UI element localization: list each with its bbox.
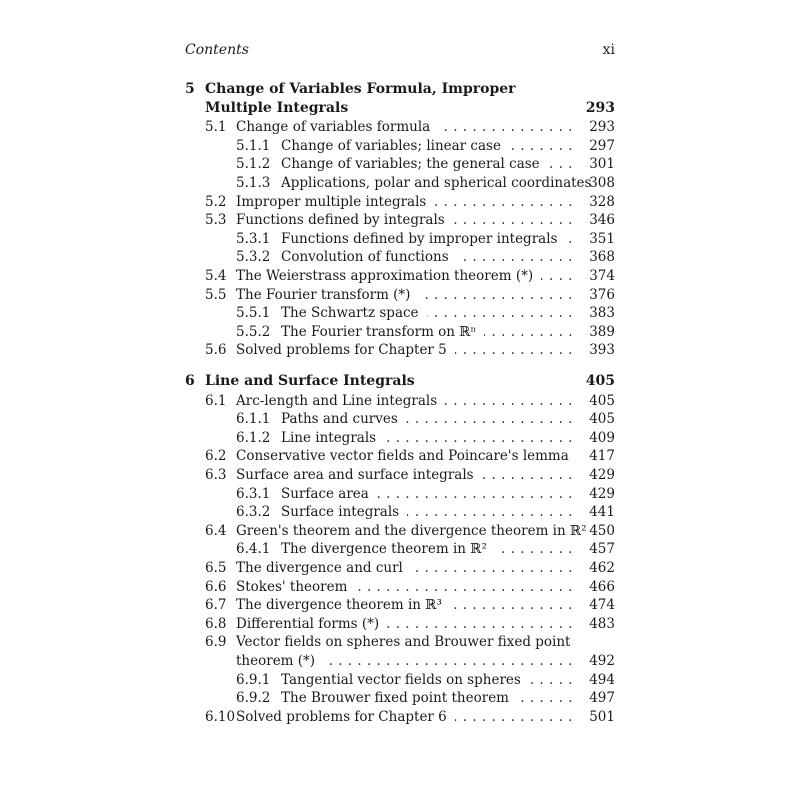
entry-page-number: 308: [589, 175, 615, 191]
entry-page-number: 383: [589, 305, 615, 322]
subsection-entry[interactable]: [185, 173, 615, 193]
entry-number: 6.7: [205, 597, 227, 614]
dot-leader: [509, 136, 573, 156]
entry-title: Differential forms (*): [236, 615, 380, 632]
entry-page-number: 492: [589, 653, 615, 669]
entry-number: 5.6: [205, 342, 227, 359]
dot-leader: [450, 595, 573, 615]
dot-leader: [482, 465, 573, 485]
section-entry[interactable]: [185, 614, 615, 634]
subsection-entry[interactable]: [185, 502, 615, 522]
entry-number: 5.4: [205, 268, 227, 284]
entry-page-number: 293: [589, 119, 615, 136]
entry-title: Functions defined by improper integrals: [281, 230, 558, 247]
entry-title: The Fourier transform on ℝⁿ: [281, 323, 477, 340]
entry-page-number: 497: [589, 690, 615, 707]
entry-number: 6.9.2: [236, 690, 271, 707]
entry-page-number: 494: [589, 671, 615, 688]
entry-number: 6.2: [205, 448, 227, 465]
dot-leader: [406, 409, 573, 429]
section-entry[interactable]: [185, 285, 615, 305]
entry-title: Surface integrals: [281, 504, 400, 521]
dot-leader: [384, 428, 573, 448]
entry-title: Convolution of functions: [281, 249, 449, 266]
entry-title: The Weierstrass approximation theorem (*): [236, 268, 534, 284]
subsection-entry[interactable]: [185, 539, 615, 559]
entry-number: 6.1: [205, 392, 227, 409]
entry-page-number: 389: [589, 323, 615, 340]
entry-title: theorem (*): [236, 653, 316, 669]
dot-leader: [387, 614, 573, 634]
entry-page-number: 405: [589, 392, 615, 409]
entry-number: 6.4.1: [236, 541, 271, 558]
entry-title: Change of variables; linear case: [281, 137, 501, 154]
entry-number: 6.9.1: [236, 671, 271, 688]
dot-leader: [445, 391, 573, 411]
entry-page-number: 409: [589, 429, 615, 446]
subsection-entry[interactable]: [185, 409, 615, 429]
dot-leader: [355, 577, 573, 597]
entry-number: 5.3: [205, 212, 227, 229]
section-entry[interactable]: [185, 266, 615, 286]
section-entry[interactable]: [185, 117, 615, 137]
entry-number: 6.10: [205, 708, 236, 725]
dot-leader: [418, 285, 573, 305]
entry-number: 5.5: [205, 286, 227, 303]
entry-title: Stokes' theorem: [236, 578, 348, 595]
entry-number: 6.5: [205, 560, 227, 576]
entry-page-number: 457: [589, 541, 615, 558]
entry-title: Paths and curves: [281, 411, 398, 428]
section-entry[interactable]: [185, 340, 615, 360]
entry-page-number: 405: [585, 373, 615, 389]
entry-page-number: 393: [589, 342, 615, 359]
entry-number: 6.3: [205, 467, 227, 483]
dot-leader: [455, 340, 573, 360]
chapter-entry[interactable]: [185, 371, 615, 391]
entry-page-number: 297: [589, 137, 615, 154]
entry-page-number: 462: [589, 560, 615, 576]
entry-number: 5.5.1: [236, 305, 271, 322]
entry-number: 5.1: [205, 119, 227, 136]
entry-number: 6.9: [205, 634, 227, 651]
dot-leader: [517, 688, 573, 708]
section-entry[interactable]: [185, 558, 615, 578]
entry-title: Change of Variables Formula, Improper: [205, 81, 516, 97]
entry-title: Change of variables formula: [236, 119, 431, 136]
entry-page-number: 474: [589, 597, 615, 614]
subsection-entry[interactable]: [185, 484, 615, 504]
entry-title: The divergence theorem in ℝ²: [281, 541, 487, 558]
section-entry[interactable]: [185, 521, 615, 541]
entry-page-number: 417: [589, 448, 615, 465]
subsection-entry[interactable]: [185, 688, 615, 708]
section-entry[interactable]: [185, 651, 615, 671]
entry-title: Line and Surface Integrals: [205, 373, 415, 389]
entry-number: 6.3.1: [236, 485, 271, 502]
entry-title: Arc-length and Line integrals: [236, 392, 438, 409]
dot-leader: [453, 210, 573, 230]
dot-leader: [529, 670, 573, 690]
entry-page-number: 301: [589, 156, 615, 173]
entry-title: Multiple Integrals: [205, 99, 349, 116]
entry-page-number: 405: [589, 411, 615, 428]
subsection-entry[interactable]: [185, 428, 615, 448]
dot-leader: [495, 539, 573, 559]
subsection-entry[interactable]: [185, 670, 615, 690]
section-entry[interactable]: [185, 465, 615, 485]
entry-title: Conservative vector fields and Poincare's lemma: [236, 448, 569, 465]
entry-page-number: 429: [589, 467, 615, 483]
entry-page-number: 501: [589, 708, 615, 725]
section-entry[interactable]: [185, 632, 615, 652]
section-entry[interactable]: [185, 192, 615, 212]
entry-number: 6.4: [205, 522, 227, 539]
entry-title: Solved problems for Chapter 5: [236, 342, 447, 359]
entry-title: The Schwartz space: [281, 305, 419, 322]
entry-title: Surface area and surface integrals: [236, 467, 474, 483]
entry-page-number: 328: [589, 193, 615, 210]
entry-title: Line integrals: [281, 429, 377, 446]
entry-page-number: 346: [589, 212, 615, 229]
entry-page-number: 429: [589, 485, 615, 502]
entry-page-number: 368: [589, 249, 615, 266]
chapter-entry[interactable]: [185, 79, 615, 99]
entry-number: 5.1.2: [236, 156, 271, 173]
entry-number: 6.3.2: [236, 504, 271, 521]
subsection-entry[interactable]: [185, 136, 615, 156]
entry-number: 5.1.3: [236, 175, 271, 191]
entry-page-number: 376: [589, 286, 615, 303]
entry-title: The divergence theorem in ℝ³: [236, 597, 442, 614]
section-entry[interactable]: [185, 391, 615, 411]
dot-leader: [457, 247, 573, 267]
dot-leader: [484, 322, 573, 342]
entry-number: 6.1.2: [236, 429, 271, 446]
entry-number: 6.6: [205, 578, 227, 595]
entry-number: 5: [185, 81, 195, 97]
dot-leader: [411, 558, 573, 578]
entry-number: 6: [185, 373, 195, 389]
dot-leader: [548, 154, 573, 174]
entry-title: Green's theorem and the divergence theorem in ℝ²: [236, 522, 587, 539]
entry-number: 5.1.1: [236, 137, 271, 154]
section-entry[interactable]: [185, 577, 615, 597]
dot-leader: [455, 707, 573, 727]
entry-number: 5.3.1: [236, 230, 271, 247]
subsection-entry[interactable]: [185, 229, 615, 249]
entry-page-number: 450: [589, 522, 615, 539]
entry-page-number: 374: [589, 268, 615, 284]
header-section-title: Contents: [185, 42, 249, 58]
entry-number: 5.2: [205, 193, 227, 210]
entry-title: Surface area: [281, 485, 369, 502]
entry-title: The Fourier transform (*): [236, 286, 411, 303]
subsection-entry[interactable]: [185, 322, 615, 342]
entry-title: Vector fields on spheres and Brouwer fixed point: [236, 634, 571, 651]
dot-leader: [377, 484, 573, 504]
dot-leader: [323, 651, 573, 671]
dot-leader: [565, 229, 573, 249]
entry-title: The Brouwer fixed point theorem: [281, 690, 509, 707]
section-entry[interactable]: [185, 595, 615, 615]
dot-leader: [427, 303, 573, 323]
entry-page-number: 466: [589, 578, 615, 595]
entry-title: The divergence and curl: [236, 560, 403, 576]
entry-number: 5.3.2: [236, 249, 271, 266]
running-header: [185, 42, 615, 62]
entry-title: Functions defined by integrals: [236, 212, 445, 229]
dot-leader: [541, 266, 573, 286]
entry-title: Tangential vector fields on spheres: [281, 671, 521, 688]
chapter-entry[interactable]: [185, 98, 615, 118]
dot-leader: [434, 192, 573, 212]
entry-number: 5.5.2: [236, 323, 271, 340]
entry-title: Improper multiple integrals: [236, 193, 427, 210]
dot-leader: [438, 117, 573, 137]
entry-page-number: 483: [589, 615, 615, 632]
header-page-number: xi: [602, 42, 615, 58]
entry-number: 6.8: [205, 615, 227, 632]
entry-page-number: 351: [589, 230, 615, 247]
section-entry[interactable]: [185, 210, 615, 230]
entry-page-number: 293: [585, 99, 615, 116]
entry-page-number: 441: [589, 504, 615, 521]
section-entry[interactable]: [185, 707, 615, 727]
subsection-entry[interactable]: [185, 303, 615, 323]
entry-title: Solved problems for Chapter 6: [236, 708, 447, 725]
dot-leader: [407, 502, 573, 522]
entry-title: Applications, polar and spherical coordinates: [281, 175, 592, 191]
subsection-entry[interactable]: [185, 154, 615, 174]
entry-number: 6.1.1: [236, 411, 271, 428]
entry-title: Change of variables; the general case: [281, 156, 540, 173]
subsection-entry[interactable]: [185, 247, 615, 267]
section-entry[interactable]: [185, 446, 615, 466]
